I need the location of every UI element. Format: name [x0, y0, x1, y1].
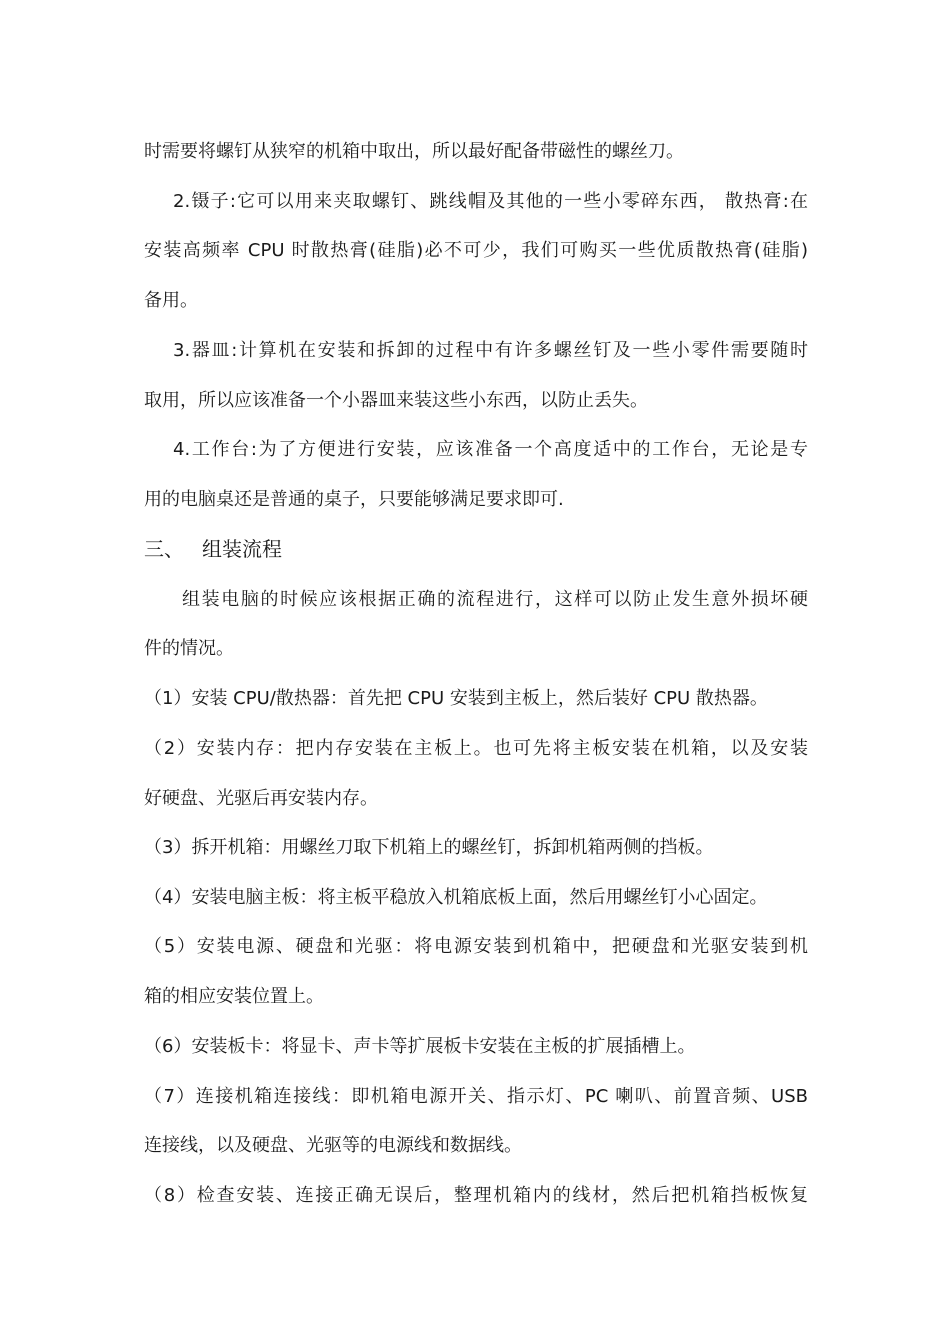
paragraph-line: 时需要将螺钉从狭窄的机箱中取出，所以最好配备带磁性的螺丝刀。 — [144, 141, 684, 162]
list-item: （1）安装 CPU/散热器：首先把 CPU 安装到主板上，然后装好 CPU 散热器。 — [144, 688, 768, 709]
list-item-continuation: 箱的相应安装位置上。 — [144, 986, 324, 1007]
paragraph-line: 件的情况。 — [144, 638, 234, 659]
list-item: （8）检查安装、连接正确无误后，整理机箱内的线材，然后把机箱挡板恢复 — [144, 1185, 808, 1206]
list-item: （6）安装板卡：将显卡、声卡等扩展板卡安装在主板的扩展插槽上。 — [144, 1036, 696, 1057]
paragraph-line: 用的电脑桌还是普通的桌子，只要能够满足要求即可. — [144, 489, 564, 510]
section-number: 三、 — [144, 537, 184, 561]
section-heading — [144, 535, 282, 563]
paragraph-line: 组装电脑的时候应该根据正确的流程进行，这样可以防止发生意外损坏硬 — [182, 589, 808, 610]
list-item-continuation: 好硬盘、光驱后再安装内存。 — [144, 788, 378, 809]
list-item: （7）连接机箱连接线：即机箱电源开关、指示灯、PC 喇叭、前置音频、USB — [144, 1086, 808, 1107]
paragraph-line: 2.镊子:它可以用来夹取螺钉、跳线帽及其他的一些小零碎东西， 散热膏:在 — [173, 191, 808, 212]
list-item: （2）安装内存：把内存安装在主板上。也可先将主板安装在机箱，以及安装 — [144, 738, 808, 759]
paragraph-line: 3.器皿:计算机在安装和拆卸的过程中有许多螺丝钉及一些小零件需要随时 — [173, 340, 808, 361]
list-item: （4）安装电脑主板：将主板平稳放入机箱底板上面，然后用螺丝钉小心固定。 — [144, 887, 768, 908]
list-item-continuation: 连接线，以及硬盘、光驱等的电源线和数据线。 — [144, 1135, 522, 1156]
paragraph-line: 取用，所以应该准备一个小器皿来装这些小东西，以防止丢失。 — [144, 390, 648, 411]
paragraph-line: 备用。 — [144, 290, 198, 311]
section-title: 组装流程 — [202, 537, 282, 561]
list-item: （3）拆开机箱：用螺丝刀取下机箱上的螺丝钉，拆卸机箱两侧的挡板。 — [144, 837, 714, 858]
list-item: （5）安装电源、硬盘和光驱：将电源安装到机箱中，把硬盘和光驱安装到机 — [144, 936, 808, 957]
paragraph-line: 4.工作台:为了方便进行安装，应该准备一个高度适中的工作台，无论是专 — [173, 439, 808, 460]
paragraph-line: 安装高频率 CPU 时散热膏(硅脂)必不可少，我们可购买一些优质散热膏(硅脂) — [144, 240, 808, 261]
